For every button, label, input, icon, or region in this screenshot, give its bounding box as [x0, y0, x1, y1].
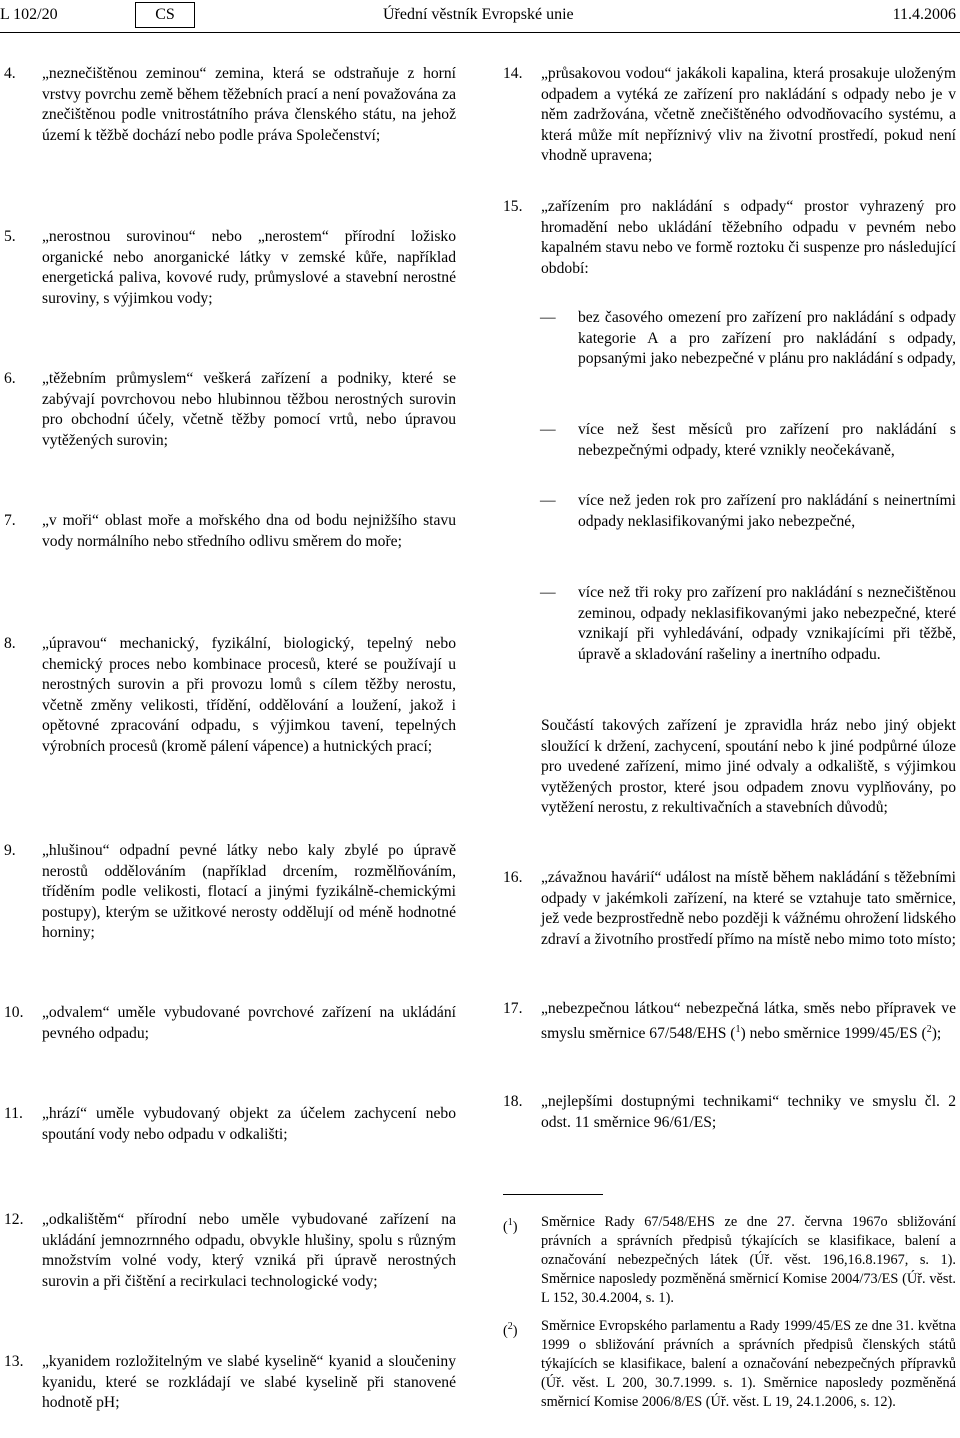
item-number: 7.	[4, 512, 16, 529]
item-text: „nejlepšími dostupnými technikami“ techniky ve smyslu čl. 2 odst. 11 směrnice 96/61/ES;	[541, 1093, 956, 1131]
paragraph-note-15: Součástí takových zařízení je zpravidla hráz nebo jiný objekt sloužící k držení, zachycení, spoutání nebo k jiné podpůrné úloze pro uvedené zařízení, mimo jiné odvaly a odkaliště, s výjimkou vytěžených prostor, které jsou odpadem znovu vyplňovány, po vytěžení nerostu, z rekultivačních a stavebních důvodů;	[541, 717, 956, 816]
item-text-part: );	[931, 1024, 942, 1042]
dash-list-item	[540, 491, 956, 532]
item-number: 13.	[4, 1353, 24, 1370]
header-rule	[0, 32, 960, 33]
item-number: 16.	[503, 869, 523, 886]
footnote-text: Směrnice Rady 67/548/EHS ze dne 27. června 1967o sbližování právních a správních předpisů týkajících se klasifikace, balení a označování nebezpečných látek (Úř. věst. 196,16.8.1967, s. 1). Směrnice naposledy pozměněná směrnicí Komise 2004/73/ES (Úř. věst. L 152, 30.4.2004, s. 1).	[541, 1214, 956, 1306]
footnote-ref[interactable]: 2	[926, 1023, 932, 1035]
definition-item-18	[503, 1092, 956, 1133]
item-number: 11.	[4, 1105, 23, 1122]
definition-item-9	[4, 841, 456, 944]
item-number: 14.	[503, 65, 523, 82]
dash-list-item	[540, 308, 956, 370]
item-text: „nerostnou surovinou“ nebo „nerostem“ přírodní ložisko organické nebo anorganické látky v zemské kůře, například energetická paliva, kovové rudy, průmyslové a stavební nerostné suroviny, s výjimkou vody;	[42, 228, 456, 307]
page-header	[0, 0, 960, 32]
footnote-mark: ($^2$)	[503, 1321, 518, 1339]
item-text: „zařízením pro nakládání s odpady“ prostor vyhrazený pro hromadění nebo ukládání těžebního odpadu v pevném nebo kapalném stavu nebo ve formě roztoku či suspenze pro následující období:	[541, 198, 956, 277]
item-text: „neznečištěnou zeminou“ zemina, která se odstraňuje z horní vrstvy povrchu země během těžebních prací a není považována za znečištěnou podle vnitrostátního práva členského státu, na jehož území k těžbě dochází nebo podle práva Společenství;	[42, 65, 456, 144]
footnote-rule	[503, 1194, 603, 1195]
dash-mark: —	[540, 309, 556, 326]
definition-item-7	[4, 511, 456, 552]
definition-item-5	[4, 227, 456, 309]
dash-list-item	[540, 420, 956, 461]
definition-item-14	[503, 64, 956, 167]
item-number: 5.	[4, 228, 16, 245]
page-reference: L 102/20	[0, 6, 58, 23]
footnote-2	[503, 1317, 956, 1412]
item-number: 6.	[4, 370, 16, 387]
item-text: „těžebním průmyslem“ veškerá zařízení a podniky, které se zabývají povrchovou nebo hlubinnou těžbou nerostných surovin pro obchodní účely, včetně těžby pomocí vrtů, nebo úpravou vytěžených surovin;	[42, 370, 456, 449]
definition-item-6	[4, 369, 456, 451]
item-number: 4.	[4, 65, 16, 82]
definition-item-8	[4, 634, 456, 757]
footnote-ref[interactable]: 1	[735, 1023, 741, 1035]
definition-item-13	[4, 1352, 456, 1414]
dash-text: bez časového omezení pro zařízení pro nakládání s odpady kategorie A a pro zařízení pro nakládání s odpady, popsanými jako nebezpečné v plánu pro nakládání s odpady,	[578, 309, 956, 367]
definition-item-4	[4, 64, 456, 146]
definition-item-17	[503, 999, 956, 1044]
definition-item-11	[4, 1104, 456, 1145]
item-text: „úpravou“ mechanický, fyzikální, biologický, tepelný nebo chemický proces nebo kombinace procesů, které se používají u nerostných surovin a při provozu lomů s cílem těžby nerostu, včetně změny velikosti, třídění, oddělování a loužení, jakož i opětovné zpracování odpadu, s výjimkou tavení, tepelných výrobních procesů (kromě pálení vápence) a hutnických prací;	[42, 635, 456, 755]
dash-mark: —	[540, 492, 556, 509]
dash-mark: —	[540, 584, 556, 601]
footnote-1	[503, 1213, 956, 1308]
definition-item-16	[503, 868, 956, 950]
footnote-text: Směrnice Evropského parlamentu a Rady 1999/45/ES ze dne 31. května 1999 o sbližování právních a správních předpisů členských států týkajících se klasifikace, balení a označování nebezpečných přípravků (Úř. věst. L 200, 30.7.1999. s. 1). Směrnice naposledy pozměněná směrnicí Komise 2006/8/ES (Úř. věst. L 19, 24.1.2006, s. 12).	[541, 1318, 956, 1410]
item-text: „průsakovou vodou“ jakákoli kapalina, která prosakuje uloženým odpadem a vytéká ze zařízení pro nakládání s odpady nebo je v něm zadržována, včetně znečištěného odvodňovacího systému, a která může mít nepříznivý vliv na životní prostředí, pokud není vhodně upravena;	[541, 65, 956, 164]
item-text: „závažnou havárií“ událost na místě během nakládání s těžebními odpady v jakémkoli zařízení, na které se vztahuje tato směrnice, jež vede bezprostředně nebo později k vážnému ohrožení lidského zdraví a životního prostředí přímo na místě nebo mimo toto místo;	[541, 869, 956, 948]
item-number: 10.	[4, 1004, 24, 1021]
footnote-mark: ($^1$)	[503, 1217, 518, 1235]
dash-text: více než jeden rok pro zařízení pro nakládání s neinertními odpady neklasifikovanými jako nebezpečné,	[578, 492, 956, 530]
item-text: „kyanidem rozložitelným ve slabé kyselině“ kyanid a sloučeniny kyanidu, které se rozkládají ve slabé kyselině při stanovené hodnotě pH;	[42, 1353, 456, 1411]
item-text-part: ) nebo směrnice 1999/45/ES (	[740, 1024, 927, 1042]
definition-item-15	[503, 197, 956, 279]
item-text	[541, 999, 956, 1044]
item-text: „hrází“ uměle vybudovaný objekt za účelem zachycení nebo spoutání vody nebo odpadu v odkališti;	[42, 1105, 456, 1143]
language-badge: CS	[135, 2, 195, 28]
item-number: 18.	[503, 1093, 523, 1110]
dash-text: více než šest měsíců pro zařízení pro nakládání s nebezpečnými odpady, které vznikly neočekávaně,	[578, 421, 956, 459]
item-number: 9.	[4, 842, 16, 859]
publication-date: 11.4.2006	[892, 6, 956, 23]
item-number: 12.	[4, 1211, 24, 1228]
definition-item-10	[4, 1003, 456, 1044]
item-text: „odkalištěm“ přírodní nebo uměle vybudované zařízení na ukládání jemnozrnného odpadu, obvykle hlušiny, spolu s různým množstvím volné vody, který vzniká při úpravě nerostných surovin a při čištění a recirkulaci technologické vody;	[42, 1211, 456, 1290]
item-number: 17.	[503, 1000, 523, 1017]
item-text: „v moři“ oblast moře a mořského dna od bodu nejnižšího stavu vody normálního nebo středního odlivu směrem do moře;	[42, 512, 456, 550]
item-text: „hlušinou“ odpadní pevné látky nebo kaly zbylé po úpravě nerostů oddělováním (například drcením, rozmělňováním, tříděním podle velikosti, flotací a jinými fyzikálně-chemickými postupy), kterým se užitkové nerosty oddělují od méně hodnotné horniny;	[42, 842, 456, 941]
dash-text: více než tři roky pro zařízení pro nakládání s neznečištěnou zeminou, odpady neklasifikovanými jako nebezpečné, které vznikají při vyhledávání, odpady vznikajícími při těžbě, úpravě a skladování rašeliny a inertního odpadu.	[578, 584, 956, 663]
journal-title: Úřední věstník Evropské unie	[383, 6, 574, 23]
item-text: „odvalem“ uměle vybudované povrchové zařízení na ukládání pevného odpadu;	[42, 1004, 456, 1042]
dash-list-item	[540, 583, 956, 665]
item-number: 8.	[4, 635, 16, 652]
item-number: 15.	[503, 198, 523, 215]
dash-mark: —	[540, 421, 556, 438]
item-text-part: „nebezpečnou látkou“ nebezpečná látka, směs nebo přípravek ve smyslu směrnice 67/548/EHS (	[541, 1000, 956, 1042]
definition-item-12	[4, 1210, 456, 1292]
